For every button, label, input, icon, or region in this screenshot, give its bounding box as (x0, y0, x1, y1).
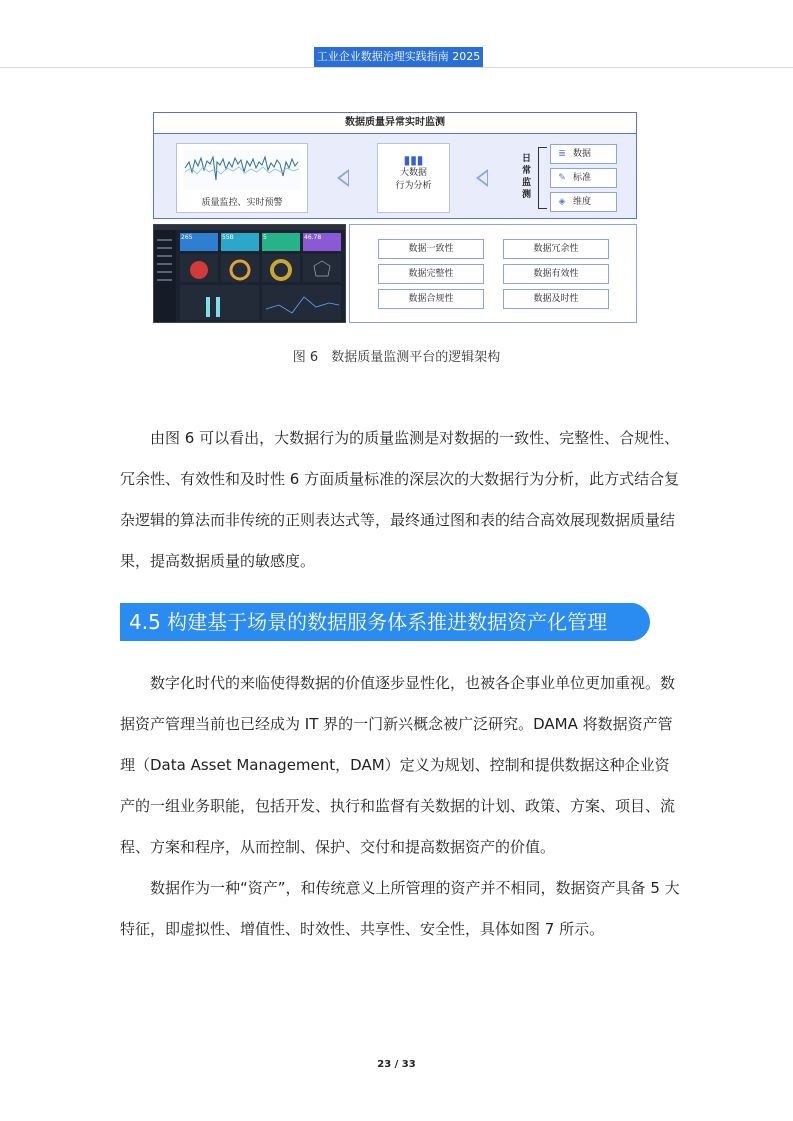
bigdata-analysis-box (377, 143, 450, 213)
arrow-left-icon (476, 169, 488, 187)
metric-redundancy: 数据冗余性 (503, 239, 609, 259)
dimension-data (550, 144, 617, 164)
metric-validity: 数据有效性 (503, 264, 609, 284)
arrow-left-icon (337, 169, 349, 187)
bigdata-label-line2: 行为分析 (395, 181, 432, 191)
bar-chart-icon: ▮▮▮ (403, 153, 424, 167)
stat-value: 265 (181, 234, 193, 241)
stat-value: 46.78 (304, 234, 322, 241)
list-icon: ≣ (558, 149, 566, 159)
metric-compliance: 数据合规性 (378, 289, 484, 309)
metric-consistency: 数据一致性 (378, 239, 484, 259)
section-heading: 4.5 构建基于场景的数据服务体系推进数据资产化管理 (120, 603, 650, 641)
document-header-title: 工业企业数据治理实践指南 2025 (314, 47, 483, 67)
bracket-divider (538, 147, 547, 209)
paragraph-2 (120, 663, 680, 868)
paragraph-3 (120, 868, 680, 950)
line-chart-thumbnail (183, 150, 301, 190)
paragraph-text: 数据作为一种“资产”，和传统意义上所管理的资产并不相同，数据资产具备 5 大特征，即虚拟性、增值性、时效性、共享性、安全性，具体如图 7 所示。 (120, 879, 680, 938)
figure-caption: 图 6 数据质量监测平台的逻辑架构 (292, 350, 501, 365)
edit-icon: ✎ (558, 173, 566, 183)
quality-monitor-label: 质量监控、实时预警 (201, 198, 283, 208)
dimension-standard (550, 168, 617, 188)
daily-monitoring-label: 日常监测 (522, 154, 532, 200)
dashboard-thumbnail (153, 224, 346, 323)
paragraph-text: 由图 6 可以看出，大数据行为的质量监测是对数据的一致性、完整性、合规性、冗余性、有效性和及时性 6 方面质量标准的深层次的大数据行为分析，此方式结合复杂逻辑的算法而非传统的正则表达式等，最终通过图和表的结合高效展现数据质量结果，提高数据质量的敏感度。 (120, 429, 680, 570)
quality-metrics-panel (349, 224, 637, 323)
bigdata-label-line1: 大数据 (399, 168, 427, 178)
dimension-label: 维度 (573, 197, 592, 207)
paragraph-1 (120, 418, 680, 582)
stat-value: 5 (263, 234, 267, 241)
layers-icon: ◈ (558, 197, 566, 207)
stat-value: 55B (222, 234, 234, 241)
figure-title: 数据质量异常实时监测 (154, 113, 636, 134)
dimension-dimension (550, 192, 617, 212)
figure-architecture (153, 112, 637, 322)
realtime-monitoring-panel (153, 112, 637, 219)
metric-timeliness: 数据及时性 (503, 289, 609, 309)
paragraph-text: 数字化时代的来临使得数据的价值逐步显性化，也被各企事业单位更加重视。数据资产管理当前也已经成为 IT 界的一门新兴概念被广泛研究。DAMA 将数据资产管理（Data Asset Management，DAM）定义为规划、控制和提供数据这种企业资产的一组业务职能，包括开发、执行和监督有关数据的计划、政策、方案、项目、流程、方案和程序，从而控制、保护、交付和提高数据资产的价值。 (120, 674, 676, 856)
metric-completeness: 数据完整性 (378, 264, 484, 284)
page-number: 23 / 33 (377, 1059, 416, 1070)
dimension-label: 数据 (573, 149, 592, 159)
header-divider (0, 67, 793, 68)
dimension-label: 标准 (573, 173, 592, 183)
quality-monitor-box (176, 143, 308, 213)
